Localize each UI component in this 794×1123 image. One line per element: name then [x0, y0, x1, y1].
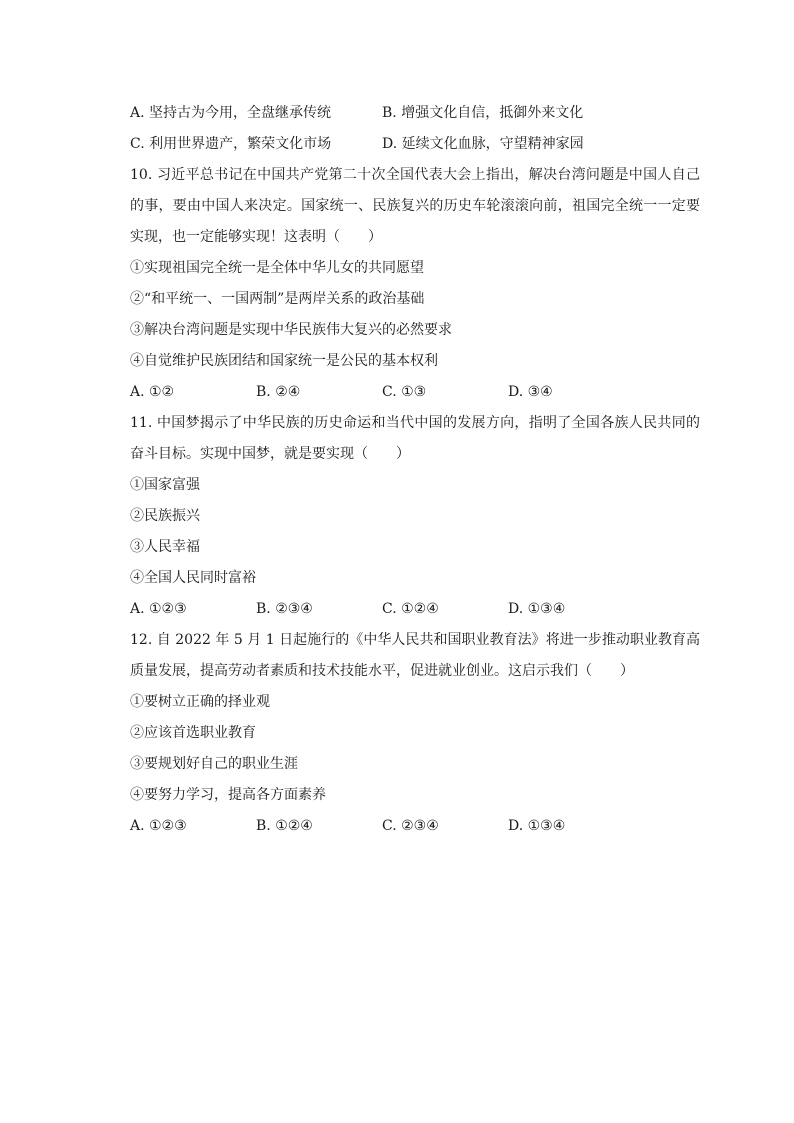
q10-option-d: D. ③④: [508, 384, 553, 400]
question-11: [130, 408, 700, 625]
q12-statement-2: ②应该首选职业教育: [130, 725, 256, 741]
q10-stem-line: 的事，要由中国人来决定。国家统一、民族复兴的历史车轮滚滚向前，祖国完全统一一定要: [130, 198, 700, 214]
question-10: [130, 160, 700, 408]
question-12: [130, 625, 700, 842]
q11-stem-line: 11. 中国梦揭示了中华民族的历史命运和当代中国的发展方向，指明了全国各族人民共同的: [130, 415, 700, 431]
q9-option-d: D. 延续文化血脉，守望精神家园: [382, 136, 584, 152]
exam-page: [130, 98, 700, 842]
q10-statement-2: ②“和平统一、一国两制”是两岸关系的政治基础: [130, 291, 425, 307]
q11-option-b: B. ②③④: [256, 601, 313, 617]
q10-statement-3: ③解决台湾问题是实现中华民族伟大复兴的必然要求: [130, 322, 452, 338]
q11-options: [130, 594, 700, 625]
q12-option-d: D. ①③④: [508, 818, 566, 834]
q11-statement-4: ④全国人民同时富裕: [130, 570, 256, 586]
q11-option-c: C. ①②④: [382, 601, 439, 617]
q10-option-c: C. ①③: [382, 384, 427, 400]
q12-stem-line: 12. 自 2022 年 5 月 1 日起施行的《中华人民共和国职业教育法》将进一步推动职业教育高: [130, 632, 700, 648]
q11-statement-3: ③人民幸福: [130, 539, 200, 555]
q9-option-b: B. 增强文化自信，抵御外来文化: [382, 105, 584, 121]
q10-statement-4: ④自觉维护民族团结和国家统一是公民的基本权利: [130, 353, 438, 369]
q12-stem-line: 质量发展，提高劳动者素质和技术技能水平，促进就业创业。这启示我们（ ）: [130, 663, 634, 679]
q11-statement-1: ①国家富强: [130, 477, 200, 493]
q12-statement-4: ④要努力学习，提高各方面素养: [130, 787, 326, 803]
q12-statement-3: ③要规划好自己的职业生涯: [130, 756, 298, 772]
q9-options-row-2: [130, 129, 700, 160]
q10-stem-line: 10. 习近平总书记在中国共产党第二十次全国代表大会上指出，解决台湾问题是中国人自己: [130, 167, 700, 183]
q12-option-c: C. ②③④: [382, 818, 439, 834]
q10-options: [130, 377, 700, 408]
q12-option-b: B. ①②④: [256, 818, 313, 834]
q9-options-row-1: [130, 98, 700, 129]
q12-statement-1: ①要树立正确的择业观: [130, 694, 270, 710]
q11-option-d: D. ①③④: [508, 601, 566, 617]
q11-statement-2: ②民族振兴: [130, 508, 200, 524]
q10-stem-line: 实现，也一定能够实现！这表明（ ）: [130, 229, 382, 245]
q10-option-b: B. ②④: [256, 384, 301, 400]
q11-option-a: A. ①②③: [130, 601, 187, 617]
q9-option-c: C. 利用世界遗产，繁荣文化市场: [130, 136, 332, 152]
q12-options: [130, 811, 700, 842]
q11-stem-line: 奋斗目标。实现中国梦，就是要实现（ ）: [130, 446, 410, 462]
q10-statement-1: ①实现祖国完全统一是全体中华儿女的共同愿望: [130, 260, 424, 276]
q9-option-a: A. 坚持古为今用，全盘继承传统: [130, 105, 332, 121]
q12-option-a: A. ①②③: [130, 818, 187, 834]
q10-option-a: A. ①②: [130, 384, 175, 400]
